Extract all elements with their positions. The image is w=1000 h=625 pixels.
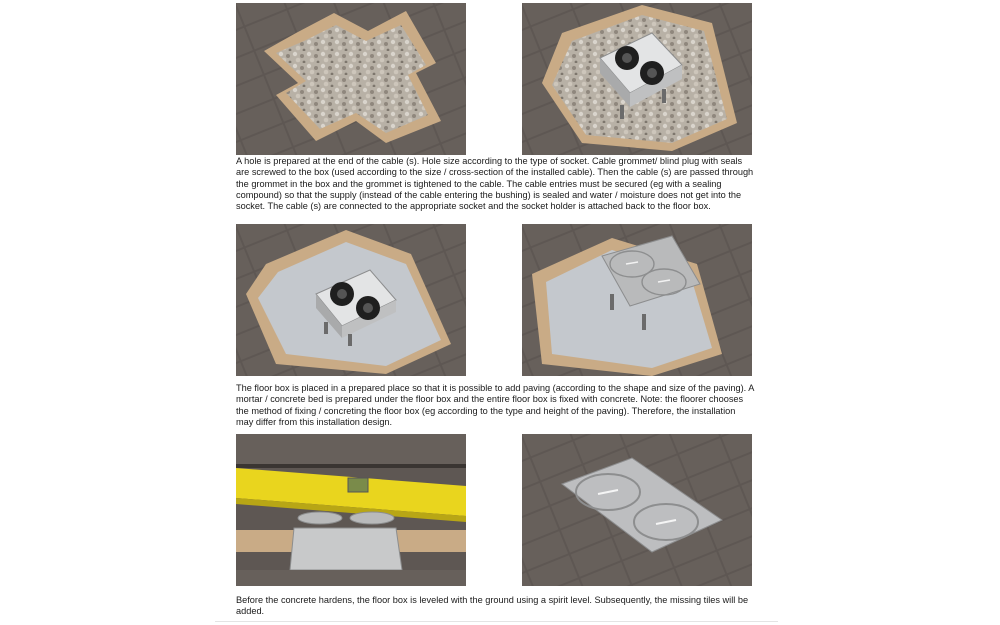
caption-step-1: A hole is prepared at the end of the cable (s). Hole size according to the type of socket. Cable grommet/ blind plug with seals are screwed to the box (used according to the size / cross-section of the installed cable). Then the cable (s) are passed through the grommet in the box and the grommet is tightened to the cable. The cable entries must be secured (eg with a sealing compound) so that the supply (instead of the cable entering the bushing) is sealed and water / moisture does not get into the socket. The cable (s) are connected to the appropriate socket and the socket holder is attached back to the floor box. bbox=[236, 156, 754, 212]
figure-box-lid-closed bbox=[522, 224, 752, 376]
figure-hole-prepared bbox=[236, 3, 466, 155]
caption-step-3: Before the concrete hardens, the floor box is leveled with the ground using a spirit level. Subsequently, the missing tiles will be added. bbox=[236, 595, 749, 617]
figure-concrete-bed bbox=[236, 224, 466, 376]
figure-finished-floor bbox=[522, 434, 752, 586]
figure-spirit-level bbox=[236, 434, 466, 586]
figure-box-in-hole bbox=[522, 3, 752, 155]
caption-step-2: The floor box is placed in a prepared place so that it is possible to add paving (according to the shape and size of the paving). A mortar / concrete bed is prepared under the floor box and the entire floor box is fixed with concrete. Note: the floorer chooses the method of fixing / concreting the floor box (eg according to the type and height of the paving). Therefore, the installation may differ from this installation design. bbox=[236, 383, 754, 427]
page-divider bbox=[215, 621, 778, 622]
